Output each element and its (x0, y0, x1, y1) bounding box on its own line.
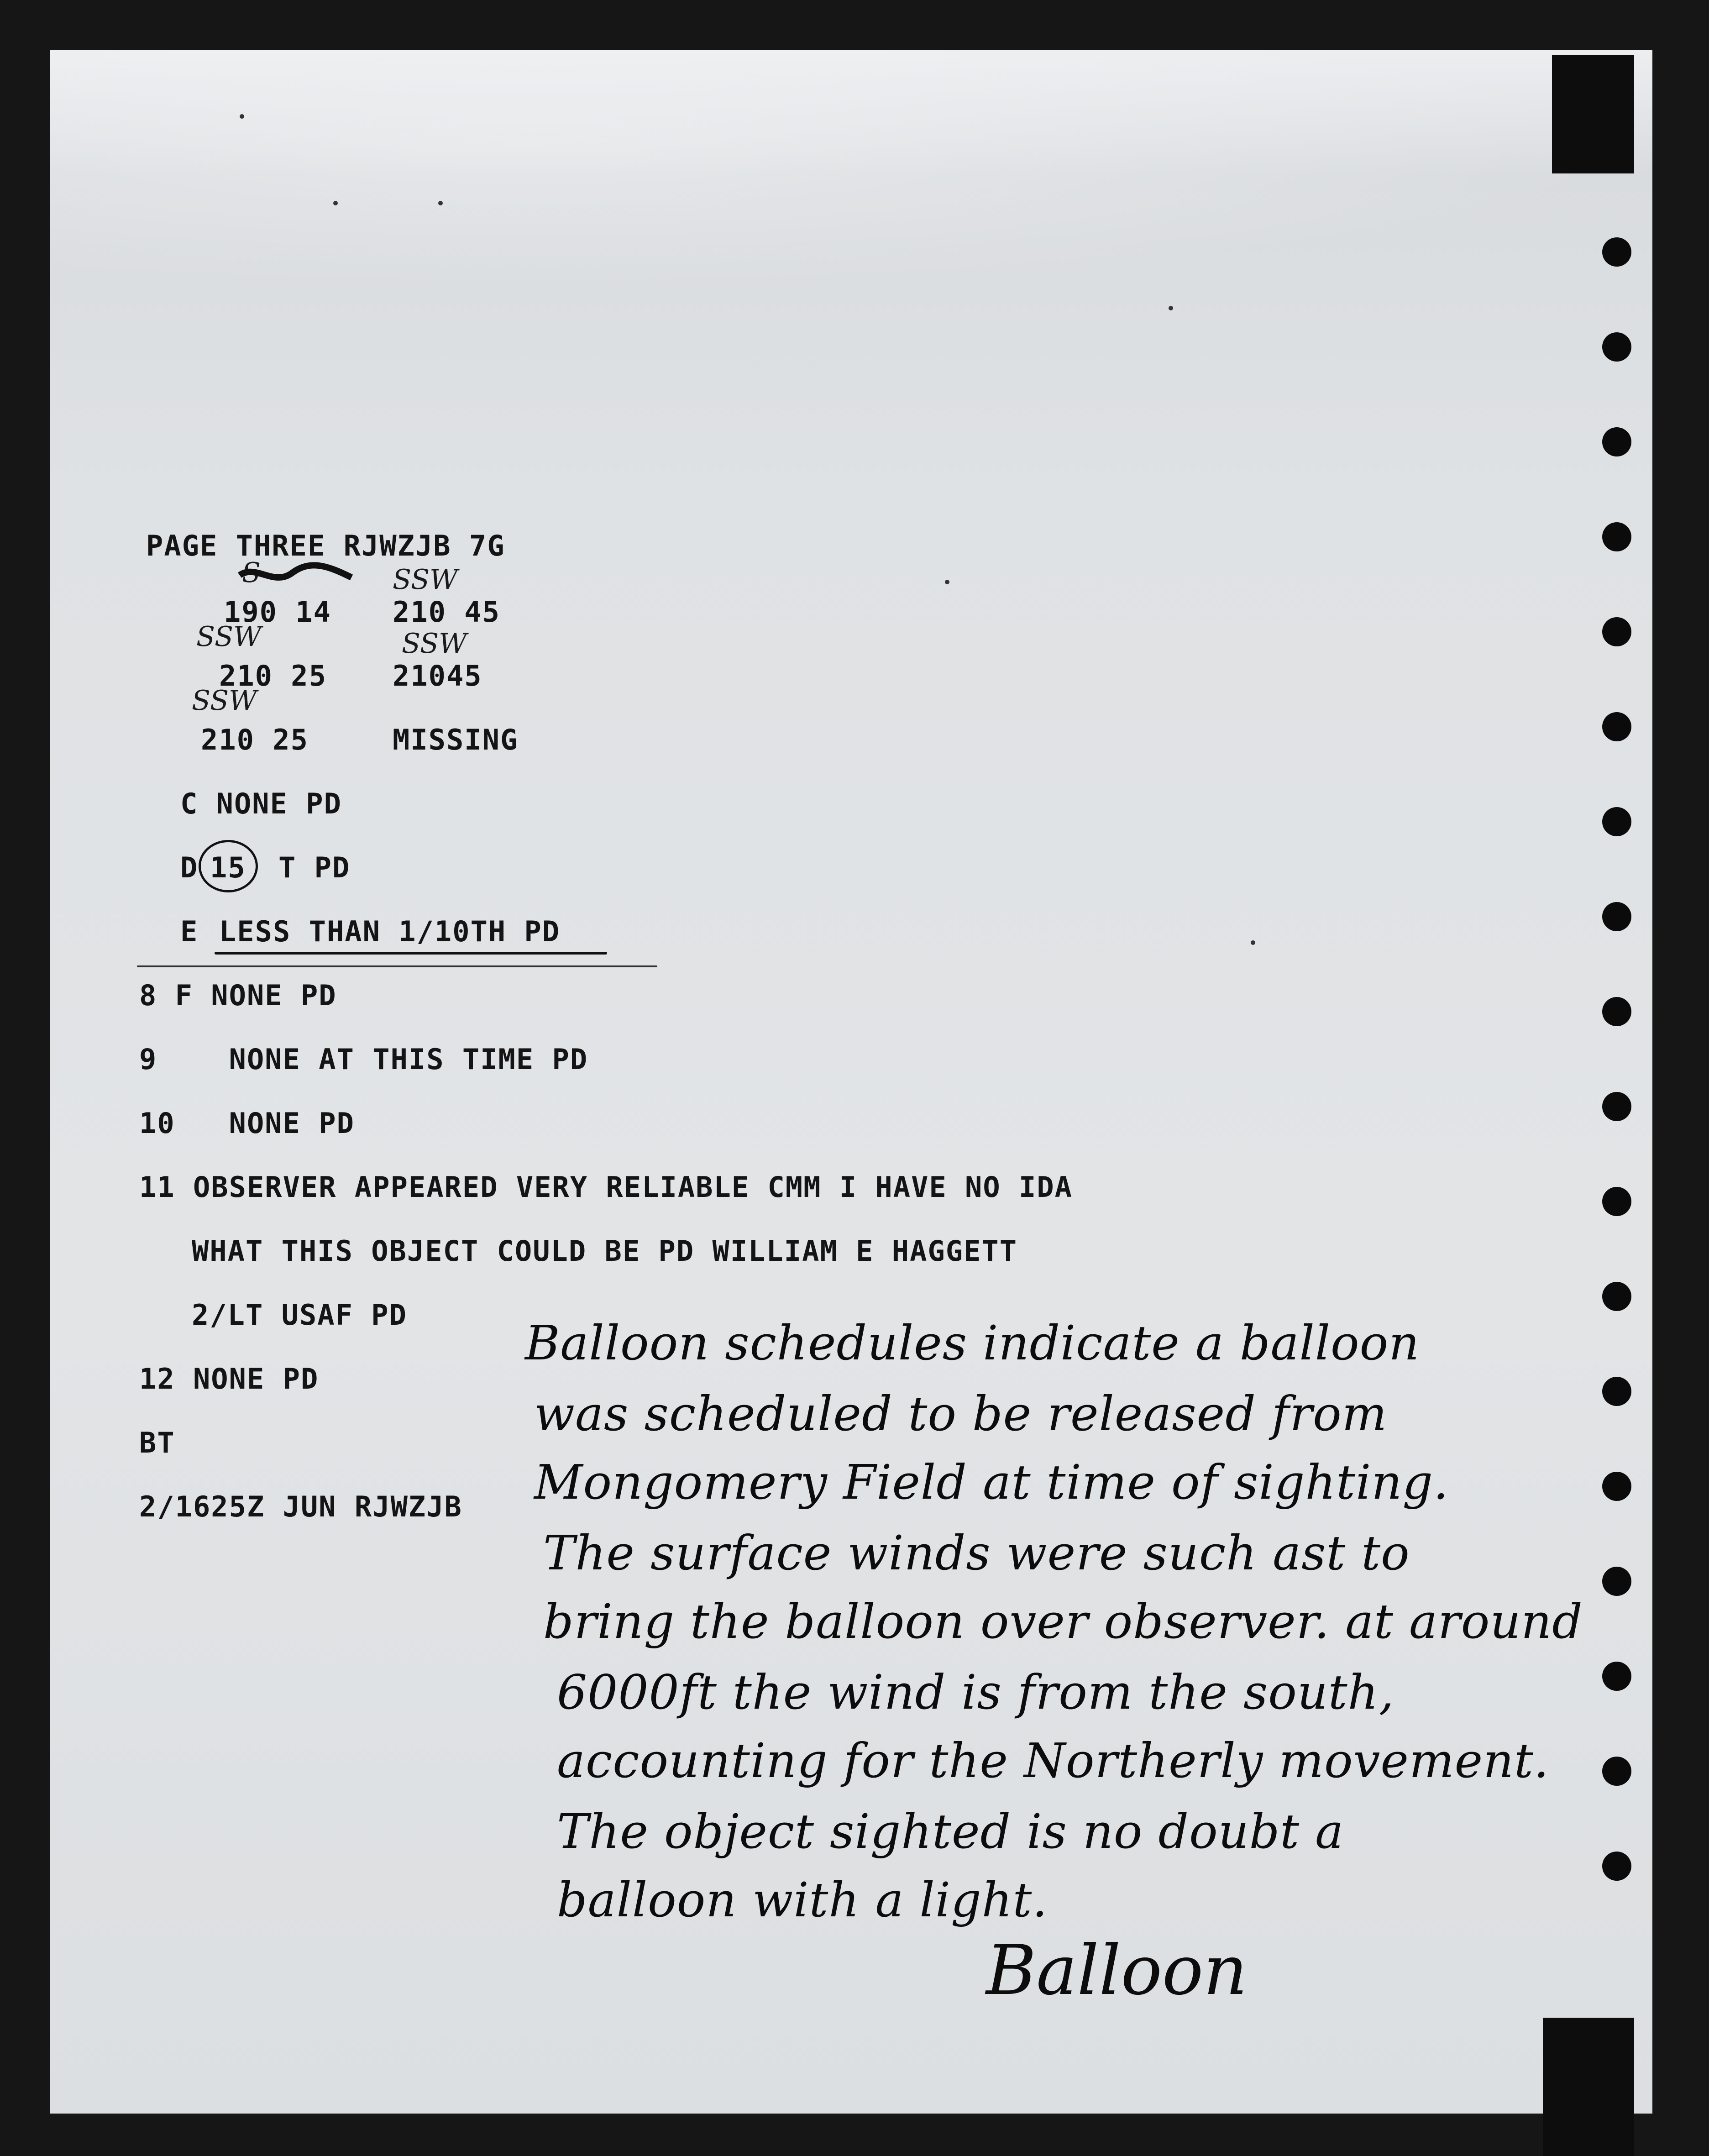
wind-row-1-left: 190 14 (224, 595, 331, 629)
punch-hole (1602, 1377, 1631, 1406)
handwritten-line-7: accounting for the Northerly movement. (557, 1733, 1549, 1789)
item-12: 12 NONE PD (139, 1362, 319, 1395)
strikeout-scribble (237, 561, 356, 589)
break-marker: BT (139, 1426, 175, 1459)
item-c: C NONE PD (180, 787, 342, 820)
item-d-letter: D (180, 851, 199, 884)
handwritten-signature: Balloon (986, 1931, 1248, 2010)
wind-annotation-3: SSW (196, 621, 262, 653)
wind-annotation-2: SSW (393, 564, 458, 596)
underline-mark (215, 952, 607, 955)
wind-row-2-right: 21045 (393, 659, 482, 692)
punch-hole (1602, 807, 1631, 836)
punch-hole (1602, 1282, 1631, 1311)
item-11-line-3: 2/LT USAF PD (192, 1298, 407, 1332)
punch-hole (1602, 332, 1631, 362)
speck (438, 201, 443, 205)
handwritten-line-6: 6000ft the wind is from the south, (557, 1664, 1394, 1720)
item-11-line-1: 11 OBSERVER APPEARED VERY RELIABLE CMM I HAVE NO IDA (139, 1170, 1073, 1204)
item-e-letter: E (180, 915, 199, 948)
punch-hole (1602, 712, 1631, 741)
handwritten-line-3: Mongomery Field at time of sighting. (534, 1454, 1449, 1510)
speck (1169, 306, 1173, 310)
page-header: PAGE THREE RJWZJB 7G (146, 529, 505, 562)
handwritten-line-2: was scheduled to be released from (534, 1386, 1388, 1442)
binder-clip-bottom (1543, 2018, 1634, 2156)
punch-hole (1602, 1092, 1631, 1121)
punch-hole (1602, 902, 1631, 931)
handwritten-line-1: Balloon schedules indicate a balloon (525, 1315, 1420, 1371)
wind-annotation-4: SSW (402, 628, 467, 660)
punch-hole (1602, 1472, 1631, 1501)
item-11-line-2: WHAT THIS OBJECT COULD BE PD WILLIAM E HAGGETT (192, 1234, 1018, 1268)
underline-mark-lower (137, 965, 657, 967)
wind-annotation-5: SSW (192, 685, 257, 717)
punch-hole (1602, 1852, 1631, 1881)
wind-row-1-right: 210 45 (393, 595, 500, 629)
punch-hole (1602, 237, 1631, 267)
punch-hole (1602, 1187, 1631, 1216)
punch-hole (1602, 1757, 1631, 1786)
speck (333, 201, 338, 205)
punch-hole (1602, 1567, 1631, 1596)
punch-hole (1602, 997, 1631, 1026)
wind-row-2-left: 210 25 (219, 659, 327, 692)
speck (1251, 940, 1255, 945)
punch-hole (1602, 617, 1631, 646)
date-time-group: 2/1625Z JUN RJWZJB (139, 1490, 462, 1523)
wind-row-3-right: MISSING (393, 723, 519, 756)
item-9: 9 NONE AT THIS TIME PD (139, 1043, 588, 1076)
wind-annotation-1: S (242, 557, 261, 589)
item-e-text: LESS THAN 1/10TH PD (219, 915, 561, 948)
speck (945, 580, 949, 584)
item-8: 8 F NONE PD (139, 979, 337, 1012)
punch-hole (1602, 427, 1631, 456)
speck (240, 114, 244, 119)
handwritten-line-8: The object sighted is no doubt a (557, 1804, 1344, 1859)
punch-hole (1602, 1662, 1631, 1691)
wind-row-3-left: 210 25 (201, 723, 309, 756)
item-d-circled-value: 15 (210, 851, 246, 884)
binder-clip-top (1552, 55, 1634, 173)
handwritten-line-5: bring the balloon over observer. at around (543, 1594, 1583, 1649)
punch-hole (1602, 522, 1631, 551)
item-10: 10 NONE PD (139, 1107, 355, 1140)
item-d-rest: T PD (278, 851, 351, 884)
handwritten-line-4: The surface winds were such ast to (543, 1525, 1410, 1581)
document-page (50, 50, 1652, 2114)
handwritten-line-9: balloon with a light. (557, 1872, 1048, 1928)
